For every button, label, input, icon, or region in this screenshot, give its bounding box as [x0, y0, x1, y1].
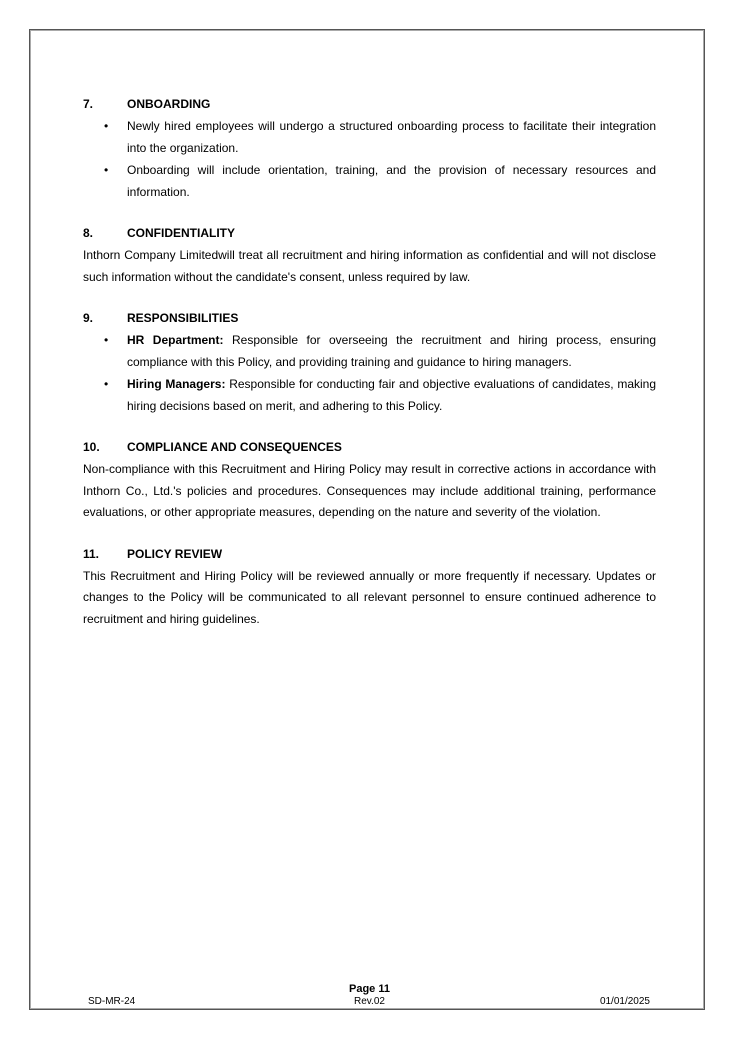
bullet-icon: •	[104, 377, 109, 391]
section-title: ONBOARDING	[127, 97, 211, 111]
section-number: 11.	[83, 546, 100, 561]
list-item-term: HR Department:	[127, 333, 224, 347]
section-heading	[83, 95, 656, 113]
section-title: RESPONSIBILITIES	[127, 311, 239, 325]
section-confidentiality	[83, 224, 656, 288]
bullet-icon: •	[104, 163, 109, 177]
bullet-icon: •	[104, 119, 109, 133]
bullet-icon: •	[104, 333, 109, 347]
section-compliance	[83, 438, 656, 524]
list-item	[83, 116, 656, 159]
section-number: 8.	[83, 226, 94, 240]
list-item-text: Onboarding will include orientation, training, and the provision of necessary resources and information.	[127, 163, 656, 199]
bullet-list	[83, 116, 656, 203]
document-code: SD-MR-24	[88, 996, 136, 1007]
section-onboarding	[83, 95, 656, 203]
list-item-term: Hiring Managers:	[127, 377, 226, 391]
list-item-text: Newly hired employees will undergo a structured onboarding process to facilitate their integration into the organization.	[127, 119, 656, 155]
list-item-text: Responsible for overseeing the recruitment and hiring process, ensuring compliance with this Policy, and providing training and guidance to hiring managers.	[127, 333, 657, 369]
document-date: 01/01/2025	[599, 996, 650, 1007]
section-heading	[83, 224, 656, 242]
section-heading	[83, 309, 656, 327]
section-title: COMPLIANCE AND CONSEQUENCES	[127, 440, 342, 454]
section-number: 7.	[83, 97, 94, 111]
revision-label: Rev.02	[354, 996, 385, 1007]
section-title: CONFIDENTIALITY	[127, 226, 235, 240]
section-heading	[83, 438, 656, 456]
section-heading	[83, 545, 656, 563]
section-title: POLICY REVIEW	[127, 546, 223, 561]
bullet-list	[83, 330, 656, 417]
page-number: Page 11	[349, 983, 390, 995]
section-paragraph: Inthorn Company Limitedwill treat all recruitment and hiring information as confidential and will not disclose such information without the candidate's consent, unless required by law.	[83, 248, 656, 284]
section-policy-review	[83, 545, 656, 631]
section-number: 10.	[83, 440, 100, 454]
list-item	[83, 374, 656, 417]
list-item	[83, 160, 656, 203]
section-paragraph: This Recruitment and Hiring Policy will be reviewed annually or more frequently if necessary. Updates or changes to the Policy will be communicated to all relevant personnel to ensure continued adherence to recruitment and hiring guidelines.	[83, 568, 656, 626]
document-body	[83, 95, 656, 651]
section-number: 9.	[83, 311, 94, 325]
list-item-text: Responsible for conducting fair and objective evaluations of candidates, making hiring decisions based on merit, and adhering to this Policy.	[127, 377, 657, 413]
section-responsibilities	[83, 309, 656, 417]
list-item	[83, 330, 656, 373]
section-paragraph: Non-compliance with this Recruitment and Hiring Policy may result in corrective actions in accordance with Inthorn Co., Ltd.'s policies and procedures. Consequences may include additional training, performance evaluations, or other appropriate measures, depending on the nature and severity of the violation.	[83, 462, 656, 519]
